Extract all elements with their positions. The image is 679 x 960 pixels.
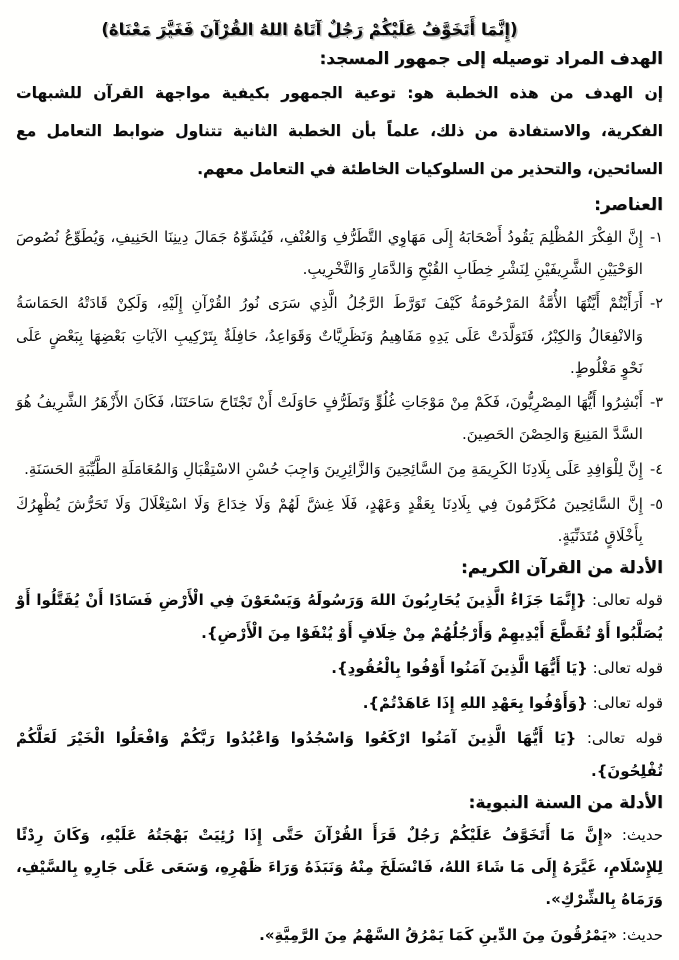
sunnah-evidence-list	[16, 819, 663, 951]
hadith-text: «إِنَّ مَا أَتَخَوَّفُ عَلَيْكُمْ رَجُلٌ قَرَأَ القُرْآنَ حَتَّى إِذَا رُئِيَتْ بَهْجَتُهُ عَلَيْهِ، وَكَانَ رِدْئًا لِلإِسْلَامِ، غَيَّرَهُ إِلَى مَا شَاءَ اللهُ، فَانْسَلَخَ مِنْهُ وَنَبَذَهُ وَرَاءَ ظَهْرِهِ، وَسَعَى عَلَى جَارِهِ بِالسَّيْفِ، وَرَمَاهُ بِالشِّرْكِ».	[16, 825, 663, 909]
list-item-number: ٥-	[649, 496, 663, 513]
section-heading-elements: العناصر:	[594, 194, 663, 215]
section-heading-goal: الهدف المراد توصيله إلى جمهور المسجد:	[319, 49, 663, 69]
khutbah-title-quote: (إِنَّمَا أَتَخَوَّفُ عَلَيْكُمْ رَجُلٌ آتَاهُ اللهُ القُرْآنَ فَغَيَّرَ مَعْنَاهُ)	[101, 20, 518, 39]
quran-quote-prefix: قوله تعالى:	[592, 658, 663, 677]
hadith-evidence-line	[16, 819, 663, 916]
list-item-text: أَبْشِرُوا أَيُّهَا المِصْرِيُّونَ، فَكَمْ مِنْ مَوْجَاتِ غُلُوٍّ وَتَطَرُّفٍ حَاوَلَتْ أَنْ تَجْتَاحَ سَاحَتَنَا، فَكَانَ الأَزْهَرُ الشَّرِيفُ هُوَ السَّدَّ المَنِيعَ وَالحِصْنَ الحَصِينَ.	[16, 393, 643, 444]
list-item-number: ٣-	[649, 395, 663, 412]
hadith-evidence-line	[16, 919, 663, 951]
list-item-text: إِنَّ لِلْوَافِدِ عَلَى بِلَادِنَا الكَرِيمَةِ مِنَ السَّائِحِينَ وَالزَّائِرِينَ وَاجِبَ حُسْنِ الاسْتِقْبَالِ وَالمُعَامَلَةِ الطَّيِّبَةِ الحَسَنَةِ.	[24, 459, 643, 478]
quran-quote-text: {يَا أَيُّهَا الَّذِينَ آمَنُوا ارْكَعُوا وَاسْجُدُوا وَاعْبُدُوا رَبَّكُمْ وَافْعَلُوا الْخَيْرَ لَعَلَّكُمْ تُفْلِحُونَ}.	[16, 729, 663, 780]
quran-evidence-list	[16, 584, 663, 787]
quran-evidence-line	[16, 652, 663, 684]
quran-quote-text: {يَا أَيُّهَا الَّذِينَ آمَنُوا أَوْفُوا بِالْعُقُودِ}.	[331, 658, 588, 677]
list-item-number: ٢-	[649, 296, 663, 313]
elements-list	[16, 221, 663, 552]
quran-quote-prefix: قوله تعالى:	[592, 694, 663, 713]
quran-evidence-line	[16, 722, 663, 787]
quran-quote-text: {إِنَّمَا جَزَاءُ الَّذِينَ يُحَارِبُونَ اللهَ وَرَسُولَهُ وَيَسْعَوْنَ فِي الْأَرْضِ فَسَادًا أَنْ يُقَتَّلُوا أَوْ يُصَلَّبُوا أَوْ تُقَطَّعَ أَيْدِيهِمْ وَأَرْجُلُهُمْ مِنْ خِلَافٍ أَوْ يُنْفَوْا مِنَ الْأَرْضِ}.	[16, 591, 663, 642]
quran-quote-prefix: قوله تعالى:	[586, 729, 663, 748]
section-heading-sunnah-evidence: الأدلة من السنة النبوية:	[468, 792, 663, 813]
hadith-text: «يَمْرُقُونَ مِنَ الدِّينِ كَمَا يَمْرُقُ السَّهْمُ مِنَ الرَّمِيَّةِ».	[259, 925, 618, 944]
quran-evidence-line	[16, 687, 663, 719]
list-item-number: ١-	[649, 229, 663, 246]
hadith-prefix: حديث:	[621, 925, 663, 944]
list-item	[16, 287, 663, 384]
list-item-text: أَرَأَيْتُمْ أَيَّتُهَا الأُمَّةُ المَرْحُومَةُ كَيْفَ تَوَرَّطَ الرَّجُلُ الَّذِي سَرَى نُورُ القُرْآنِ إِلَيْهِ، وَلَكِنْ قَادَتْهُ الحَمَاسَةُ وَالانْفِعَالُ وَالكِبْرُ، فَتَوَلَّدَتْ عَلَى يَدِهِ مَفَاهِيمُ وَنَظَرِيَّاتٌ وَقَوَاعِدُ، حَافِلَةٌ بِتَرْكِيبِ الآيَاتِ بَعْضِهَا بِبَعْضٍ عَلَى نَحْوٍ مَغْلُوطٍ.	[16, 294, 643, 377]
quran-quote-prefix: قوله تعالى:	[591, 591, 663, 610]
list-item	[16, 488, 663, 553]
goal-paragraph: إن الهدف من هذه الخطبة هو: توعية الجمهور بكيفية مواجهة القرآن للشبهات الفكرية، والاستفادة من ذلك، علماً بأن الخطبة الثانية تتناول ضوابط التعامل مع السائحين، والتحذير من السلوكيات الخاطئة في التعامل معهم.	[16, 84, 663, 178]
quran-evidence-line	[16, 584, 663, 649]
list-item-text: إِنَّ الفِكْرَ المُظْلِمَ يَقُودُ أَصْحَابَهُ إِلَى مَهَاوِي التَّطَرُّفِ وَالعُنْفِ، فَيُشَوِّهُ جَمَالَ دِينِنَا الحَنِيفِ، وَيُطَوِّعُ نُصُوصَ الوَحْيَيْنِ الشَّرِيفَيْنِ لِنَشْرِ خِطَابِ القُبْحِ وَالدَّمَارِ وَالتَّخْرِيبِ.	[16, 227, 643, 279]
quran-quote-text: {وَأَوْفُوا بِعَهْدِ اللهِ إِذَا عَاهَدْتُمْ}.	[362, 694, 588, 713]
list-item	[16, 386, 663, 451]
list-item-number: ٤-	[649, 461, 663, 478]
hadith-prefix: حديث:	[621, 825, 663, 844]
list-item	[16, 221, 663, 286]
section-heading-quran-evidence: الأدلة من القرآن الكريم:	[460, 558, 663, 579]
list-item	[16, 453, 663, 486]
list-item-text: إِنَّ السَّائِحِينَ مُكَرَّمُونَ فِي بِلَادِنَا بِعَقْدٍ وَعَهْدٍ، فَلَا غِشَّ لَهُمْ وَلَا خِدَاعَ وَلَا اسْتِغْلَالَ وَلَا تَحَرُّشَ يُظْهِرُكَ بِأَخْلَاقٍ مُتَدَنِّيَةٍ.	[16, 494, 643, 546]
